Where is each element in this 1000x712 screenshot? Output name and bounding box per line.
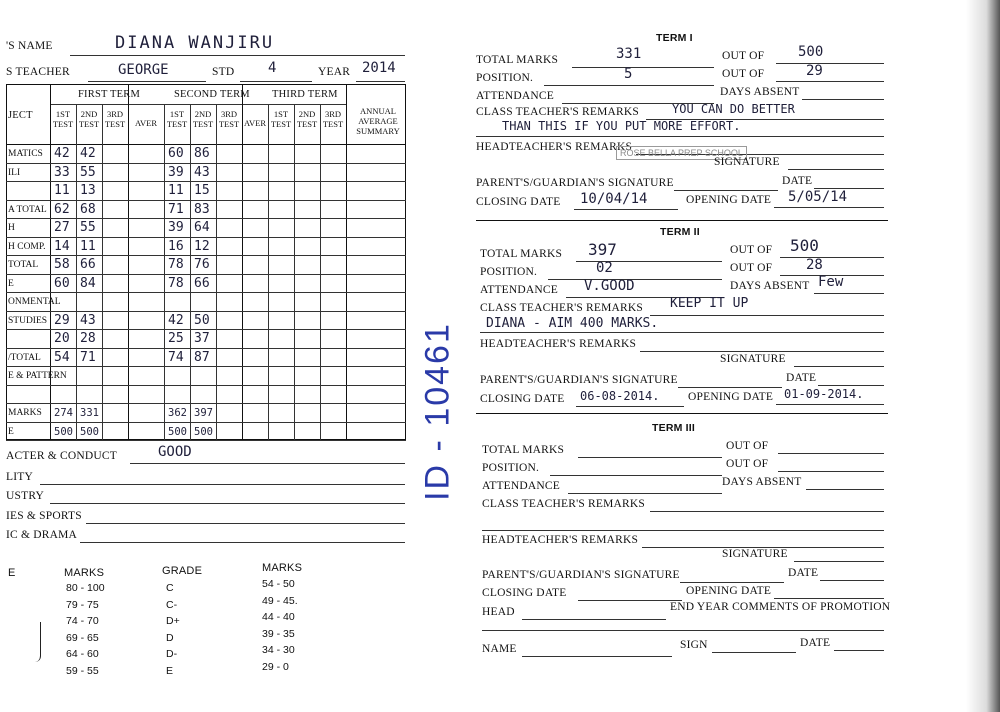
id-stamp-text: ID - 10461 [418, 322, 457, 501]
term-1-signature-line [788, 169, 884, 170]
test-header: 2ND TEST [78, 109, 100, 129]
term-3-outof-line [778, 453, 884, 454]
term-2-title: TERM II [660, 226, 700, 238]
table-row [6, 422, 406, 423]
mark-cell: 87 [194, 349, 210, 365]
grade-key-cell: D+ [166, 615, 180, 627]
table-row [6, 403, 406, 404]
subject-cell: MARKS [8, 408, 42, 418]
mark-cell: 39 [168, 164, 184, 180]
mark-cell: 60 [168, 146, 184, 161]
mark-cell: 50 [194, 312, 210, 328]
final-date-label: DATE [800, 637, 831, 649]
mark-cell: 11 [80, 238, 96, 254]
table-col-line [320, 104, 321, 440]
annual-header: ANNUAL AVERAGE SUMMARY [356, 106, 400, 136]
mark-cell: 58 [54, 257, 70, 272]
term-3-closing-line [578, 600, 682, 601]
test-header: AVER [243, 118, 267, 128]
mark-cell: 78 [168, 275, 184, 291]
term-2-total-value: 397 [588, 240, 617, 259]
table-col-line [294, 104, 295, 440]
table-row [6, 274, 406, 275]
mark-cell: 55 [80, 164, 96, 180]
mark-cell: 500 [194, 425, 213, 438]
grade-key-cell: 49 - 45. [262, 594, 298, 607]
term-2-pos-outof-value: 28 [806, 257, 823, 273]
year-value: 2014 [362, 60, 396, 76]
term-2-pos-outof-label: OUT OF [730, 262, 773, 274]
mark-cell: 86 [194, 146, 210, 161]
term-1-parent-sig-label: PARENT'S/GUARDIAN'S SIGNATURE [476, 177, 674, 189]
table-col-line [164, 104, 165, 440]
mark-cell: 43 [80, 312, 96, 328]
term-3-signature-label: SIGNATURE [722, 548, 788, 560]
mark-cell: 11 [54, 183, 70, 198]
mark-cell: 43 [194, 164, 210, 180]
second-term-header: SECOND TERM [174, 89, 250, 100]
id-stamp [418, 300, 458, 520]
term-1-position-value: 5 [624, 66, 633, 82]
teacher-line [88, 81, 206, 82]
test-header: AVER [134, 118, 158, 128]
term-2-ct-remarks-label: CLASS TEACHER'S REMARKS [480, 302, 644, 314]
mark-cell: 362 [168, 407, 187, 419]
name-line [70, 55, 405, 56]
term-1-divider [476, 220, 888, 221]
term-2-ht-remarks-label: HEADTEACHER'S REMARKS [480, 338, 637, 350]
term-2-opening-date: 01-09-2014. [784, 387, 864, 401]
table-col-line [242, 84, 243, 440]
conduct-line [130, 463, 405, 464]
marks-table [6, 84, 406, 440]
term-2-outof-value: 500 [790, 236, 819, 255]
term-1-date-label: DATE [782, 175, 813, 187]
term-2-total-label: TOTAL MARKS [480, 248, 563, 260]
term-1-days-absent-line [802, 99, 884, 100]
subject-cell: A TOTAL [8, 204, 47, 215]
term-1-ct-remarks-1: YOU CAN DO BETTER [672, 102, 795, 116]
term-2-parent-sig-label: PARENT'S/GUARDIAN'S SIGNATURE [480, 374, 678, 386]
industry-label: USTRY [6, 490, 45, 502]
table-row [6, 255, 406, 256]
table-row [6, 200, 406, 201]
std-value: 4 [268, 60, 277, 76]
final-sign-label: SIGN [680, 639, 708, 651]
test-header: 3RD TEST [322, 109, 344, 129]
mark-cell: 42 [80, 146, 96, 161]
teacher-label: S TEACHER [6, 66, 70, 78]
term-3-ht-remarks-label: HEADTEACHER'S REMARKS [482, 534, 639, 546]
grade-key-marks-a: MARKS [64, 567, 105, 579]
term-2-position-value: 02 [596, 260, 613, 276]
term-1-pos-outof-value: 29 [806, 63, 823, 79]
term-3-position-label: POSITION. [482, 462, 540, 474]
term-1-opening-line [774, 207, 884, 208]
term-3-attendance-label: ATTENDANCE [482, 480, 561, 492]
grade-key-cell: 74 - 70 [66, 615, 99, 627]
mark-cell: 71 [168, 201, 184, 217]
term-2-closing-label: CLOSING DATE [480, 393, 565, 405]
mark-cell: 78 [168, 257, 184, 272]
term-3-section [482, 418, 894, 628]
term-2-opening-label: OPENING DATE [688, 391, 774, 403]
term-3-pos-outof-label: OUT OF [726, 458, 769, 470]
term-1-signature-label: SIGNATURE [714, 156, 780, 168]
industry-line [50, 503, 405, 504]
grade-key-cell: 44 - 40 [262, 611, 295, 623]
promotion-line [482, 630, 884, 631]
grade-key-cell: 54 - 50 [262, 578, 295, 590]
term-1-ct-remarks-2: THAN THIS IF YOU PUT MORE EFFORT. [502, 119, 741, 133]
subject-cell: ILI [8, 167, 21, 178]
teacher-name: GEORGE [118, 62, 169, 78]
grade-key-cell: E [166, 664, 174, 677]
table-row [6, 292, 406, 293]
term-3-total-label: TOTAL MARKS [482, 444, 565, 456]
grade-key-marks-b: MARKS [262, 562, 303, 574]
table-col-line [216, 104, 217, 440]
mark-cell: 11 [168, 183, 184, 198]
mark-cell: 500 [80, 425, 99, 438]
term-1-school-stamp: ROSE BELLA PREP SCHOOL [616, 146, 747, 160]
term-3-title: TERM III [652, 422, 696, 434]
mark-cell: 12 [194, 238, 210, 254]
term-2-date-label: DATE [786, 372, 817, 384]
conduct-label: ACTER & CONDUCT [6, 450, 117, 462]
mark-cell: 25 [168, 331, 184, 346]
mark-cell: 71 [80, 349, 96, 365]
subject-cell: ONMENTAL [8, 297, 61, 307]
mark-cell: 15 [194, 183, 210, 198]
year-line [356, 81, 405, 82]
term-3-days-absent-label: DAYS ABSENT [722, 476, 802, 488]
table-row [6, 329, 406, 330]
table-row [6, 163, 406, 164]
quality-line [40, 484, 405, 485]
subject-header: JECT [8, 110, 33, 121]
table-col-line [190, 104, 191, 440]
grade-key-grade: GRADE [162, 565, 203, 577]
term-1-outof-value: 500 [798, 44, 824, 60]
header-term-line [50, 104, 346, 105]
term-1-ct-remarks-label: CLASS TEACHER'S REMARKS [476, 106, 640, 118]
table-col-line [268, 104, 269, 440]
term-3-ct-line-2 [482, 530, 884, 531]
mark-cell: 16 [168, 238, 184, 254]
grade-key-cell: 59 - 55 [66, 664, 99, 677]
quality-label: LITY [6, 471, 33, 483]
year-label: YEAR [318, 66, 351, 78]
term-3-closing-label: CLOSING DATE [482, 587, 567, 599]
grade-key-cell: 39 - 35 [262, 627, 295, 640]
mark-cell: 33 [54, 164, 70, 180]
term-2-days-absent-line [814, 293, 884, 294]
test-header: 1ST TEST [270, 109, 292, 129]
test-header: 1ST TEST [52, 109, 74, 129]
test-header: 2ND TEST [192, 109, 214, 129]
term-2-days-absent-value: Few [818, 274, 844, 290]
mark-cell: 74 [168, 349, 184, 365]
subject-cell: H [8, 223, 15, 233]
grade-key-cell: D [166, 631, 174, 644]
term-2-ct-remarks-1: KEEP IT UP [670, 296, 749, 311]
term-2-date-line [818, 385, 884, 386]
term-3-parent-sig-line [680, 582, 784, 583]
head-line [522, 619, 666, 620]
music-line [80, 542, 405, 543]
mark-cell: 37 [194, 331, 210, 346]
term-1-opening-date: 5/05/14 [788, 189, 848, 205]
mark-cell: 84 [80, 275, 96, 291]
mark-cell: 54 [54, 349, 70, 365]
mark-cell: 27 [54, 220, 70, 235]
term-3-ct-line-1 [650, 511, 884, 512]
subject-cell: MATICS [8, 149, 43, 159]
term-1-ct-line-2 [476, 136, 884, 137]
term-3-days-absent-line [806, 489, 884, 490]
mark-cell: 39 [168, 220, 184, 235]
grade-key-cell: 80 - 100 [66, 582, 105, 594]
term-1-position-line [544, 85, 714, 86]
mark-cell: 76 [194, 257, 210, 272]
term-2-closing-line [576, 406, 684, 407]
subject-cell: H COMP. [8, 241, 46, 252]
mark-cell: 68 [80, 201, 96, 217]
term-3-date-label: DATE [788, 567, 819, 579]
mark-cell: 64 [194, 220, 210, 235]
table-row [6, 218, 406, 219]
table-row [6, 366, 406, 367]
mark-cell: 42 [54, 146, 70, 161]
grade-key-cell: 69 - 65 [66, 631, 99, 644]
grade-key-cell: 64 - 60 [66, 648, 99, 660]
term-2-ht-line [640, 351, 884, 352]
term-1-pos-outof-label: OUT OF [722, 68, 765, 80]
grade-key-e: E [8, 567, 16, 579]
test-header: 3RD TEST [218, 109, 240, 129]
term-2-parent-sig-line [678, 387, 782, 388]
term-1-outof-line [776, 63, 884, 64]
student-name: DIANA WANJIRU [115, 33, 275, 53]
term-2-outof-label: OUT OF [730, 244, 773, 256]
test-header: 1ST TEST [166, 109, 188, 129]
mark-cell: 55 [80, 220, 96, 235]
mark-cell: 500 [168, 425, 187, 438]
subject-cell: TOTAL [8, 260, 39, 270]
name-label: 'S NAME [6, 40, 53, 52]
term-2-opening-line [776, 404, 884, 405]
final-date-line [834, 650, 884, 651]
term-3-outof-label: OUT OF [726, 440, 769, 452]
test-header: 3RD TEST [104, 109, 126, 129]
term-2-closing-date: 06-08-2014. [580, 389, 660, 403]
table-col-line [50, 84, 51, 440]
mark-cell: 331 [80, 407, 99, 419]
term-1-ht-remarks-label: HEADTEACHER'S REMARKS [476, 141, 633, 153]
term-3-pos-outof-line [778, 471, 884, 472]
term-2-section [480, 222, 892, 412]
subject-cell: /TOTAL [8, 352, 41, 363]
term-1-closing-label: CLOSING DATE [476, 196, 561, 208]
table-col-line [128, 84, 129, 440]
term-2-days-absent-label: DAYS ABSENT [730, 280, 810, 292]
grade-key-cell: 29 - 0 [262, 660, 289, 673]
grade-key-cell: 34 - 30 [262, 644, 295, 656]
term-1-total-label: TOTAL MARKS [476, 54, 559, 66]
term-2-outof-line [780, 257, 884, 258]
table-row [6, 181, 406, 182]
term-2-position-line [548, 279, 722, 280]
term-3-ct-remarks-label: CLASS TEACHER'S REMARKS [482, 498, 646, 510]
term-3-signature-line [794, 561, 884, 562]
final-name-label: NAME [482, 643, 517, 655]
table-col-line [346, 84, 347, 440]
mark-cell: 66 [80, 257, 96, 272]
term-3-position-line [550, 475, 722, 476]
mark-cell: 13 [80, 183, 96, 198]
term-2-divider [476, 413, 888, 414]
term-3-parent-sig-label: PARENT'S/GUARDIAN'S SIGNATURE [482, 569, 680, 581]
term-3-attendance-line [568, 493, 722, 494]
table-row [6, 440, 406, 441]
mark-cell: 83 [194, 201, 210, 217]
term-2-position-label: POSITION. [480, 266, 538, 278]
mark-cell: 14 [54, 238, 70, 254]
mark-cell: 274 [54, 407, 73, 419]
std-line [240, 81, 312, 82]
games-label: IES & SPORTS [6, 510, 82, 522]
table-col-line [102, 104, 103, 440]
mark-cell: 500 [54, 425, 73, 438]
grade-key-cell: C- [166, 598, 178, 611]
term-3-total-line [578, 457, 722, 458]
term-1-section [476, 28, 888, 218]
term-2-ct-line-2 [480, 332, 884, 333]
music-label: IC & DRAMA [6, 529, 78, 541]
final-sign-line [712, 652, 796, 653]
conduct-value: GOOD [158, 444, 192, 460]
final-name-line [522, 656, 672, 657]
term-1-position-label: POSITION. [476, 72, 534, 84]
term-3-opening-label: OPENING DATE [686, 585, 772, 597]
mark-cell: 397 [194, 407, 213, 419]
table-col-line [76, 104, 77, 440]
mark-cell: 42 [168, 312, 184, 328]
term-2-attendance-value: V.GOOD [584, 278, 635, 294]
term-1-closing-date: 10/04/14 [580, 191, 648, 207]
subject-cell: E & PATTERN [8, 371, 67, 381]
term-3-date-line [820, 580, 884, 581]
term-1-total-line [572, 67, 714, 68]
term-1-attendance-label: ATTENDANCE [476, 90, 555, 102]
term-2-signature-label: SIGNATURE [720, 353, 786, 365]
head-label: HEAD [482, 606, 515, 618]
pen-mark [34, 622, 41, 662]
games-line [86, 523, 405, 524]
grade-key-cell: D- [166, 648, 178, 660]
subject-cell: STUDIES [8, 315, 48, 326]
table-row [6, 348, 406, 349]
term-1-outof-label: OUT OF [722, 50, 765, 62]
term-2-attendance-label: ATTENDANCE [480, 284, 559, 296]
page-edge-shadow [966, 0, 1000, 712]
subject-cell: E [8, 278, 14, 289]
term-1-pos-outof-line [776, 81, 884, 82]
term-2-ct-line-1 [650, 315, 884, 316]
term-1-parent-sig-line [674, 190, 778, 191]
term-2-signature-line [794, 366, 884, 367]
term-2-ct-remarks-2: DIANA - AIM 400 MARKS. [486, 316, 659, 331]
mark-cell: 60 [54, 275, 70, 291]
table-row [6, 311, 406, 312]
grade-key-cell: 79 - 75 [66, 598, 99, 611]
term-1-title: TERM I [656, 32, 693, 44]
test-header: 2ND TEST [296, 109, 318, 129]
term-1-closing-line [574, 209, 678, 210]
first-term-header: FIRST TERM [78, 89, 141, 100]
mark-cell: 66 [194, 275, 210, 291]
term-3-opening-line [774, 598, 884, 599]
table-row [6, 237, 406, 238]
mark-cell: 62 [54, 201, 70, 217]
term-1-total-value: 331 [616, 46, 642, 62]
mark-cell: 28 [80, 331, 96, 346]
grade-key-cell: C [166, 582, 174, 594]
subject-cell: E [8, 426, 14, 437]
term-1-opening-label: OPENING DATE [686, 194, 772, 206]
std-label: STD [212, 66, 235, 78]
mark-cell: 29 [54, 312, 70, 328]
term-1-days-absent-label: DAYS ABSENT [720, 86, 800, 98]
table-row [6, 385, 406, 386]
end-year-label: END YEAR COMMENTS OF PROMOTION [670, 601, 891, 613]
mark-cell: 20 [54, 331, 70, 346]
third-term-header: THIRD TERM [272, 89, 338, 100]
